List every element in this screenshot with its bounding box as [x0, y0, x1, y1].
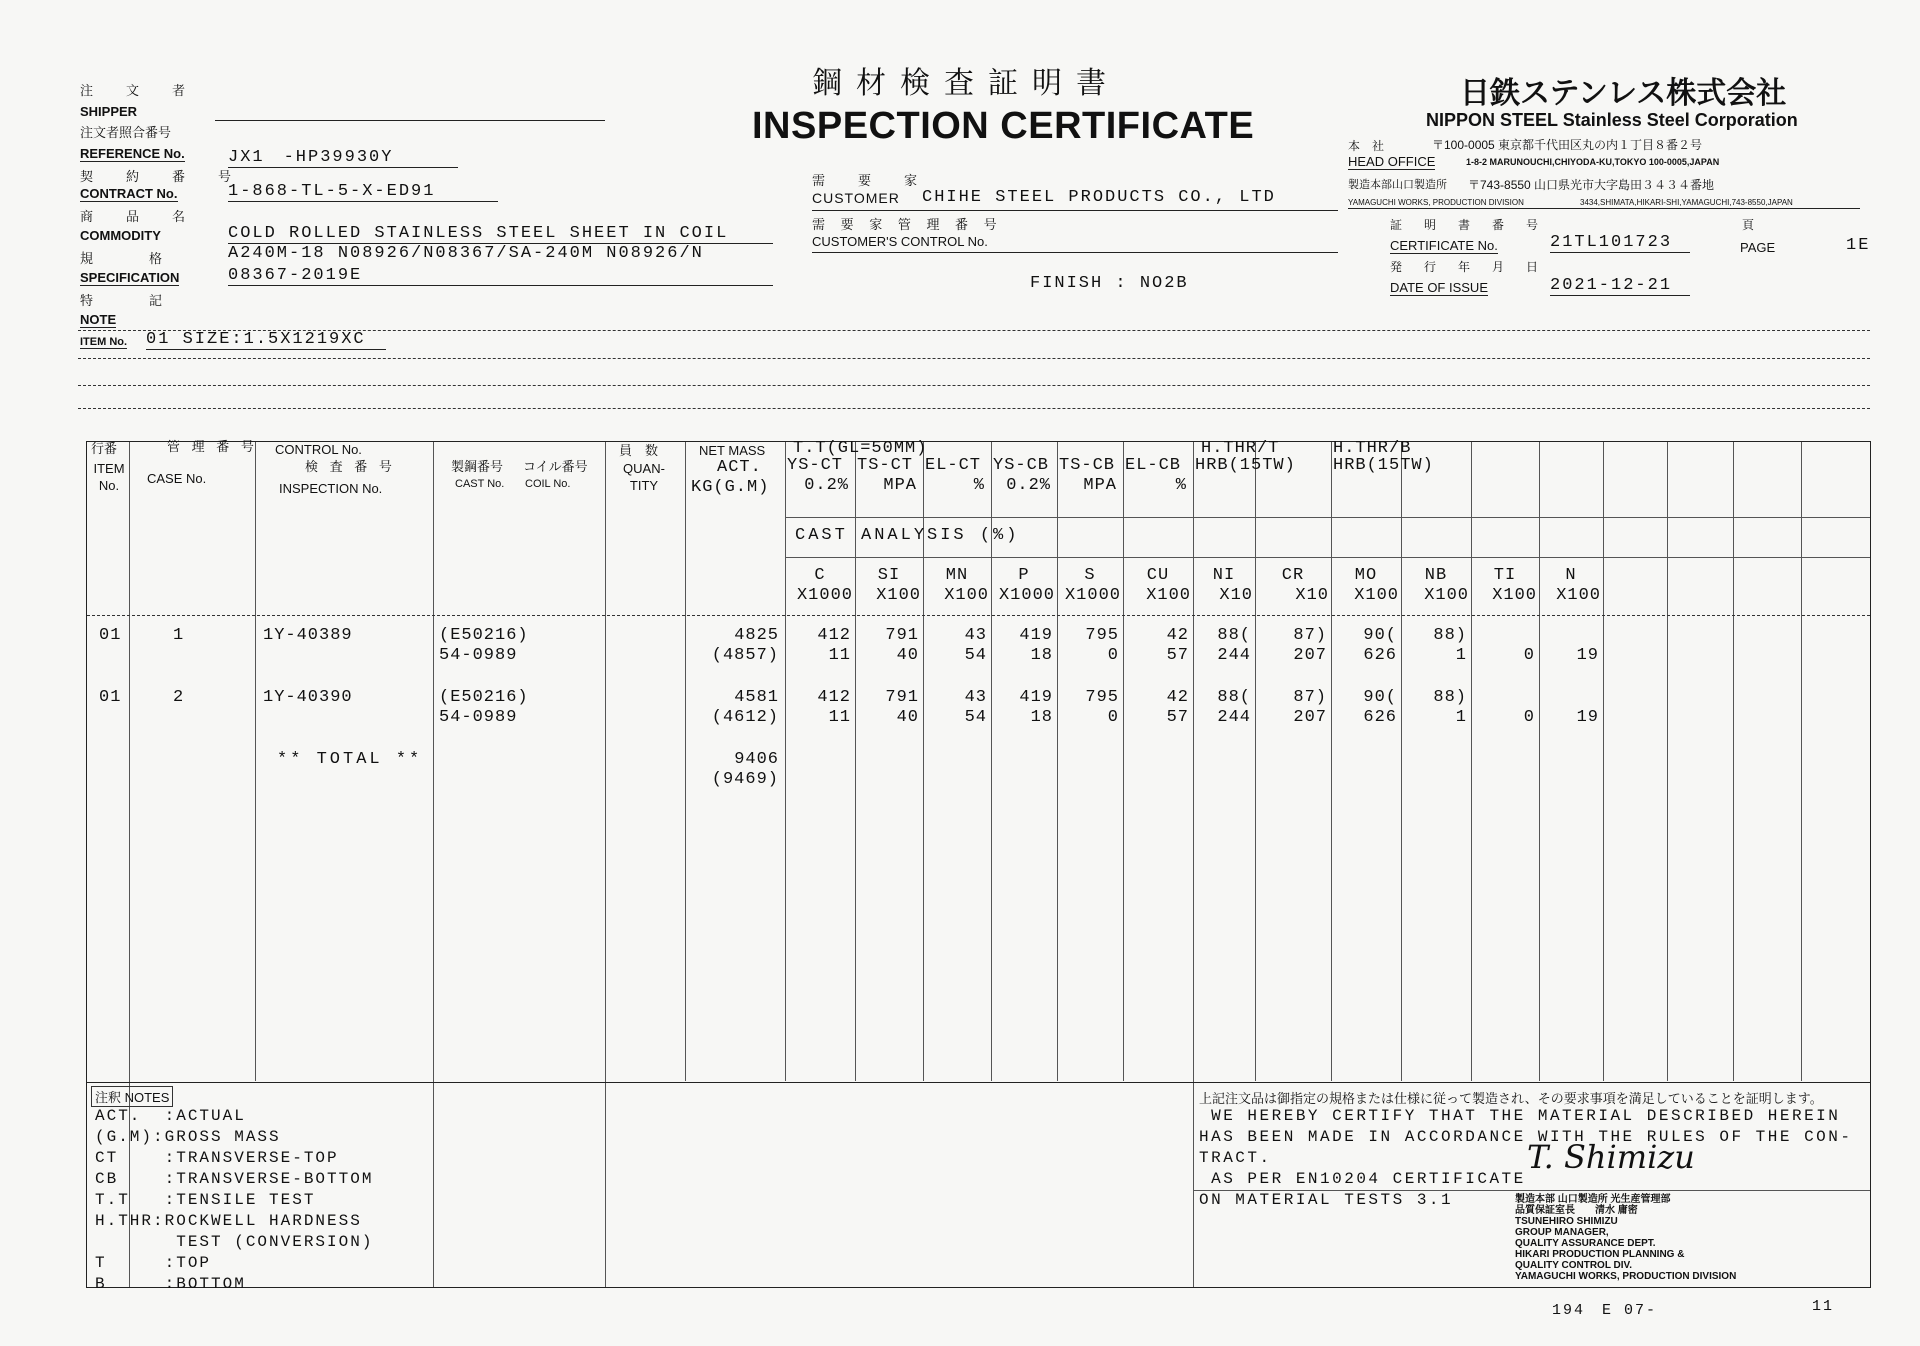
issue-jp-label: 発 行 年 月 日	[1390, 260, 1544, 274]
mech-unit-2: %	[973, 476, 985, 495]
spec-label: SPECIFICATION	[80, 270, 180, 285]
chem-factor-3: X1000	[998, 586, 1055, 605]
row-case: 2	[173, 688, 185, 707]
row-mech-value: 88(	[1217, 626, 1251, 645]
row-cast-no: (E50216)	[439, 626, 529, 645]
row-mass-gm: (4857)	[711, 646, 779, 665]
row-chem-value: 54	[964, 646, 987, 665]
h-item-jp: 行番	[91, 441, 118, 456]
signer-line: QUALITY CONTROL DIV.	[1515, 1260, 1633, 1271]
row-coil-no: 54-0989	[439, 646, 518, 665]
h-control-jp: 管 理 番 号	[167, 439, 258, 454]
chem-element-10: TI	[1493, 566, 1517, 585]
row-chem-value: 40	[896, 646, 919, 665]
hthr-b: H.THR/B	[1333, 439, 1412, 458]
chem-factor-6: X10	[1219, 586, 1253, 605]
certification-jp: 上記注文品は御指定の規格または仕様に従って製造され、その要求事項を満足していることを証明します。	[1199, 1091, 1823, 1106]
signer-line: 製造本部 山口製造所 光生産管理部	[1515, 1194, 1671, 1205]
row-mech-value: 43	[964, 626, 987, 645]
total-label: ** TOTAL **	[277, 750, 423, 769]
row-chem-value: 207	[1293, 646, 1327, 665]
shipper-field	[215, 98, 605, 121]
row-mech-value: 90(	[1363, 626, 1397, 645]
row-mass: 4825	[734, 626, 779, 645]
h-mass-act: ACT.	[717, 458, 762, 477]
signature: T. Shimizu	[1527, 1138, 1695, 1176]
signer-line: GROUP MANAGER,	[1515, 1227, 1609, 1238]
reference-label: REFERENCE No.	[80, 146, 185, 161]
head-office-jp-label: 本 社	[1348, 139, 1385, 153]
shipper-jp-label: 注 文 者	[80, 83, 196, 98]
row-mech-value: 791	[885, 688, 919, 707]
title-jp: 鋼材検査証明書	[812, 66, 1120, 101]
row-mass-gm: (4612)	[711, 708, 779, 727]
chem-element-5: CU	[1146, 566, 1170, 585]
certification-line: TRACT.	[1199, 1149, 1272, 1167]
row-mech-value: 795	[1085, 626, 1119, 645]
row-chem-value: 626	[1363, 646, 1397, 665]
mech-unit-0: 0.2%	[804, 476, 849, 495]
h-control: CONTROL No.	[275, 442, 362, 457]
signer-block	[1515, 1194, 1736, 1282]
page-value: 1E	[1846, 236, 1871, 255]
page-jp-label: 頁	[1742, 218, 1755, 232]
row-mech-value: 419	[1019, 688, 1053, 707]
h-mass-unit: KG(G.M)	[691, 478, 770, 497]
row-mech-value: 88)	[1433, 688, 1467, 707]
chem-element-1: SI	[877, 566, 901, 585]
mech-col-5: EL-CB	[1125, 456, 1182, 475]
note-line: T.T :TENSILE TEST	[95, 1191, 316, 1209]
chem-element-0: C	[814, 566, 826, 585]
row-chem-value: 19	[1576, 708, 1599, 727]
works-jp-label: 製造本部山口製造所	[1348, 179, 1447, 191]
mech-col-7: HRB(15TW)	[1333, 456, 1434, 475]
note-line: (G.M):GROSS MASS	[95, 1128, 281, 1146]
customer-control-jp-label: 需 要 家 管 理 番 号	[812, 217, 1003, 232]
chem-element-9: NB	[1424, 566, 1448, 585]
note-line: B :BOTTOM	[95, 1275, 246, 1293]
mech-col-3: YS-CB	[993, 456, 1050, 475]
chem-element-2: MN	[945, 566, 969, 585]
h-qty-jp: 員 数	[619, 443, 659, 458]
footer-number: 11	[1812, 1298, 1835, 1315]
mech-unit-1: MPA	[883, 476, 917, 495]
commodity-value: COLD ROLLED STAINLESS STEEL SHEET IN COIL	[228, 224, 773, 244]
issue-value: 2021-12-21	[1550, 276, 1690, 296]
row-chem-value: 0	[1107, 708, 1119, 727]
cert-no-jp-label: 証 明 書 番 号	[1390, 218, 1544, 232]
chem-factor-4: X1000	[1064, 586, 1121, 605]
row-chem-value: 18	[1030, 708, 1053, 727]
notes-list	[95, 1106, 373, 1295]
mech-col-1: TS-CT	[857, 456, 914, 475]
note-line: T :TOP	[95, 1254, 212, 1272]
mech-unit-4: MPA	[1083, 476, 1117, 495]
row-mass: 4581	[734, 688, 779, 707]
row-cast-no: (E50216)	[439, 688, 529, 707]
row-chem-value: 11	[828, 646, 851, 665]
row-inspection-no: 1Y-40390	[263, 688, 353, 707]
chem-factor-2: X100	[944, 586, 989, 605]
mech-unit-5: %	[1175, 476, 1187, 495]
row-chem-value: 0	[1523, 708, 1535, 727]
contract-label: CONTRACT No.	[80, 186, 178, 201]
signer-line: QUALITY ASSURANCE DEPT.	[1515, 1238, 1656, 1249]
note-line: H.THR:ROCKWELL HARDNESS	[95, 1212, 362, 1230]
spec-value-1: A240M-18 N08926/N08367/SA-240M N08926/N	[228, 244, 704, 263]
commodity-label: COMMODITY	[80, 228, 161, 243]
customer-value: CHIHE STEEL PRODUCTS CO., LTD	[922, 188, 1276, 207]
notes-title: 注釈 NOTES	[91, 1086, 173, 1107]
item-label: ITEM No.	[80, 336, 128, 348]
row-chem-value: 1	[1455, 708, 1467, 727]
row-chem-value: 0	[1107, 646, 1119, 665]
reference-jp-label: 注文者照合番号	[80, 125, 172, 140]
chem-factor-7: X10	[1295, 586, 1329, 605]
company-name-en: NIPPON STEEL Stainless Steel Corporation	[1426, 110, 1798, 130]
head-office-en: 1-8-2 MARUNOUCHI,CHIYODA-KU,TOKYO 100-0005,JAPAN	[1466, 157, 1720, 167]
h-item: ITEM No.	[93, 461, 125, 493]
row-chem-value: 18	[1030, 646, 1053, 665]
item-value: 01 SIZE:1.5X1219XC	[146, 330, 386, 350]
issue-label: DATE OF ISSUE	[1390, 280, 1488, 295]
chem-factor-10: X100	[1492, 586, 1537, 605]
row-chem-value: 626	[1363, 708, 1397, 727]
signer-line: TSUNEHIRO SHIMIZU	[1515, 1216, 1618, 1227]
cert-no-value: 21TL101723	[1550, 233, 1690, 253]
row-mech-value: 90(	[1363, 688, 1397, 707]
signer-line: HIKARI PRODUCTION PLANNING &	[1515, 1249, 1685, 1260]
row-chem-value: 244	[1217, 708, 1251, 727]
form-number: 194 E 07-	[1552, 1302, 1658, 1319]
h-coil: COIL No.	[525, 478, 571, 490]
title-en: INSPECTION CERTIFICATE	[752, 105, 1255, 147]
shipper-label: SHIPPER	[80, 104, 138, 119]
row-chem-value: 57	[1166, 646, 1189, 665]
row-mech-value: 87)	[1293, 688, 1327, 707]
chem-factor-1: X100	[876, 586, 921, 605]
mech-col-0: YS-CT	[787, 456, 844, 475]
row-mech-value: 795	[1085, 688, 1119, 707]
row-coil-no: 54-0989	[439, 708, 518, 727]
signer-line: YAMAGUCHI WORKS, PRODUCTION DIVISION	[1515, 1271, 1737, 1282]
tt-header: T.T(GL=50MM)	[793, 439, 928, 458]
chem-element-7: CR	[1281, 566, 1305, 585]
chem-factor-5: X100	[1146, 586, 1191, 605]
signer-line: 品質保証室長 清水 庸密	[1515, 1205, 1638, 1216]
h-insp-jp: 検 査 番 号	[305, 459, 396, 474]
row-mech-value: 42	[1166, 688, 1189, 707]
mech-col-4: TS-CB	[1059, 456, 1116, 475]
works-jp: 〒743-8550 山口県光市大字島田３４３４番地	[1468, 178, 1715, 192]
row-mech-value: 43	[964, 688, 987, 707]
spec-jp-label: 規 格	[80, 251, 173, 266]
chem-element-6: NI	[1212, 566, 1236, 585]
head-office-label: HEAD OFFICE	[1348, 154, 1436, 169]
head-office-jp: 〒100-0005 東京都千代田区丸の内１丁目８番２号	[1432, 138, 1703, 152]
chem-factor-0: X1000	[796, 586, 853, 605]
row-mech-value: 88(	[1217, 688, 1251, 707]
customer-label: CUSTOMER	[812, 190, 900, 206]
certification-line: ON MATERIAL TESTS 3.1	[1199, 1191, 1454, 1209]
cast-analysis-header: CAST ANALYSIS (%)	[795, 526, 1020, 545]
chem-element-11: N	[1565, 566, 1577, 585]
row-mech-value: 87)	[1293, 626, 1327, 645]
chem-factor-9: X100	[1424, 586, 1469, 605]
row-chem-value: 0	[1523, 646, 1535, 665]
note-line: ACT. :ACTUAL	[95, 1107, 246, 1125]
cert-no-label: CERTIFICATE No.	[1390, 238, 1498, 253]
certification-line: HAS BEEN MADE IN ACCORDANCE WITH THE RULES OF THE CON-	[1199, 1128, 1853, 1146]
row-case: 1	[173, 626, 185, 645]
row-chem-value: 11	[828, 708, 851, 727]
note-label: NOTE	[80, 312, 117, 327]
row-chem-value: 57	[1166, 708, 1189, 727]
row-mech-value: 412	[817, 688, 851, 707]
certification-line: WE HEREBY CERTIFY THAT THE MATERIAL DESCRIBED HEREIN	[1199, 1107, 1841, 1125]
h-cast: CAST No.	[455, 478, 505, 490]
inspection-table	[86, 439, 1871, 1293]
note-jp-label: 特 記	[80, 293, 173, 308]
mech-col-2: EL-CT	[925, 456, 982, 475]
row-chem-value: 244	[1217, 646, 1251, 665]
h-mass: NET MASS	[699, 443, 766, 458]
contract-jp-label: 契 約 番 号	[80, 169, 242, 184]
row-mech-value: 412	[817, 626, 851, 645]
chem-factor-8: X100	[1354, 586, 1399, 605]
row-chem-value: 207	[1293, 708, 1327, 727]
row-chem-value: 1	[1455, 646, 1467, 665]
total-mass: 9406	[734, 750, 779, 769]
note-line: CT :TRANSVERSE-TOP	[95, 1149, 339, 1167]
note-line: CB :TRANSVERSE-BOTTOM	[95, 1170, 374, 1188]
contract-value: 1-868-TL-5-X-ED91	[228, 182, 498, 202]
h-case: CASE No.	[147, 471, 207, 486]
page-label: PAGE	[1740, 240, 1776, 255]
h-qty: QUAN-TITY	[623, 461, 665, 493]
finish-value: FINISH : NO2B	[1030, 274, 1189, 293]
chem-element-8: MO	[1354, 566, 1378, 585]
company-name-jp: 日鉄ステンレス株式会社	[1460, 76, 1787, 111]
mech-col-6: HRB(15TW)	[1195, 456, 1296, 475]
chem-element-3: P	[1018, 566, 1030, 585]
mech-unit-3: 0.2%	[1006, 476, 1051, 495]
certification-line: AS PER EN10204 CERTIFICATE	[1199, 1170, 1526, 1188]
customer-jp-label: 需 要 家	[812, 173, 928, 188]
customer-control-label: CUSTOMER'S CONTROL No.	[812, 234, 988, 249]
row-item: 01	[99, 626, 122, 645]
works-en: 3434,SHIMATA,HIKARI-SHI,YAMAGUCHI,743-8550,JAPAN	[1580, 198, 1793, 207]
chem-element-4: S	[1084, 566, 1096, 585]
row-chem-value: 40	[896, 708, 919, 727]
row-chem-value: 19	[1576, 646, 1599, 665]
total-mass-gm: (9469)	[711, 770, 779, 789]
spec-value-2: 08367-2019E	[228, 266, 773, 286]
row-mech-value: 791	[885, 626, 919, 645]
row-mech-value: 88)	[1433, 626, 1467, 645]
hthr-t: H.THR/T	[1201, 439, 1280, 458]
row-chem-value: 54	[964, 708, 987, 727]
row-inspection-no: 1Y-40389	[263, 626, 353, 645]
h-cast-jp: 製鋼番号	[451, 459, 504, 474]
reference-value: JX1 -HP39930Y	[228, 141, 458, 168]
works-en-label: YAMAGUCHI WORKS, PRODUCTION DIVISION	[1348, 198, 1524, 207]
row-mech-value: 42	[1166, 626, 1189, 645]
row-item: 01	[99, 688, 122, 707]
commodity-jp-label: 商 品 名	[80, 209, 196, 224]
row-mech-value: 419	[1019, 626, 1053, 645]
h-coil-jp: コイル番号	[523, 459, 588, 474]
chem-factor-11: X100	[1556, 586, 1601, 605]
note-line: TEST (CONVERSION)	[95, 1233, 374, 1251]
h-insp: INSPECTION No.	[279, 481, 383, 496]
